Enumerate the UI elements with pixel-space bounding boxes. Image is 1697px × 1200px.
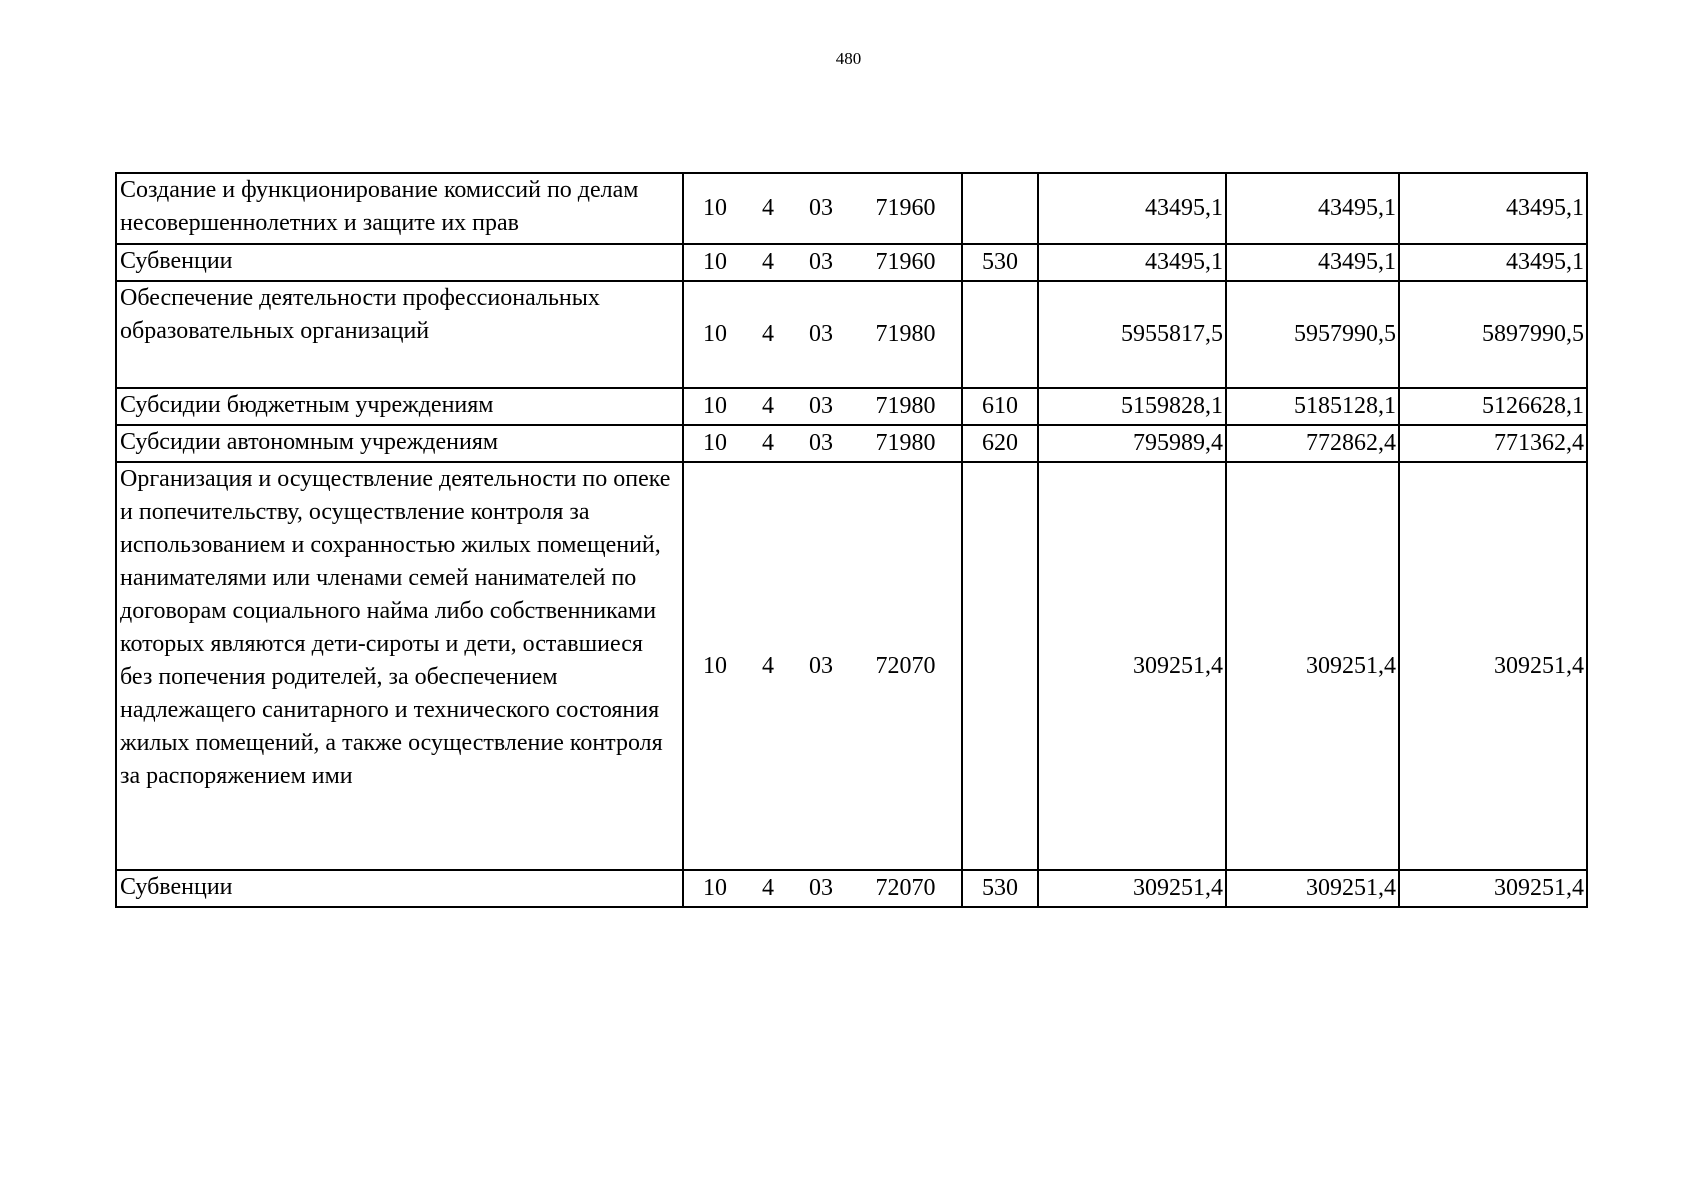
- row-name: Субвенции: [116, 870, 683, 907]
- budget-table: [115, 172, 1588, 908]
- code-program: 4: [762, 393, 774, 419]
- code-section: 10: [703, 875, 727, 901]
- code-direction: 72070: [875, 875, 936, 901]
- code-subprogram: 03: [809, 249, 833, 275]
- code-direction: 71980: [875, 321, 936, 347]
- expense-type-code: 620: [962, 425, 1038, 462]
- code-subprogram: 03: [809, 875, 833, 901]
- code-section: 10: [703, 195, 727, 221]
- expense-type-code: 530: [962, 244, 1038, 281]
- table-row: [116, 870, 1587, 907]
- amount-year-3: 5897990,5: [1399, 281, 1587, 388]
- amount-year-2: 43495,1: [1226, 173, 1399, 244]
- row-name: Обеспечение деятельности профессиональных образовательных организаций: [116, 281, 683, 388]
- amount-year-3: 43495,1: [1399, 244, 1587, 281]
- row-name: Субвенции: [116, 244, 683, 281]
- amount-year-1: 43495,1: [1038, 244, 1226, 281]
- code-subprogram: 03: [809, 430, 833, 456]
- expense-type-code: 610: [962, 388, 1038, 425]
- row-codes: [683, 462, 962, 870]
- code-section: 10: [703, 321, 727, 347]
- amount-year-2: 309251,4: [1226, 462, 1399, 870]
- expense-type-code: [962, 281, 1038, 388]
- amount-year-3: 43495,1: [1399, 173, 1587, 244]
- table-row: [116, 425, 1587, 462]
- expense-type-code: [962, 462, 1038, 870]
- code-direction: 71960: [875, 249, 936, 275]
- code-direction: 71980: [875, 430, 936, 456]
- amount-year-1: 43495,1: [1038, 173, 1226, 244]
- code-section: 10: [703, 430, 727, 456]
- amount-year-2: 5185128,1: [1226, 388, 1399, 425]
- amount-year-1: 795989,4: [1038, 425, 1226, 462]
- table-row: [116, 388, 1587, 425]
- code-direction: 72070: [875, 652, 936, 679]
- amount-year-2: 43495,1: [1226, 244, 1399, 281]
- code-section: 10: [703, 652, 727, 679]
- row-name: Организация и осуществление деятельности по опеке и попечительству, осуществление контроля за использованием и сохранностью жилых помещений, нанимателями или членами семей нанимателей по договорам социального найма либо собственниками которых являются дети-сироты и дети, оставшиеся без попечения родителей, за обеспечением надлежащего санитарного и технического состояния жилых помещений, а также осуществление контроля за распоряжением ими: [116, 462, 683, 870]
- amount-year-2: 5957990,5: [1226, 281, 1399, 388]
- code-program: 4: [762, 875, 774, 901]
- code-subprogram: 03: [809, 195, 833, 221]
- amount-year-2: 309251,4: [1226, 870, 1399, 907]
- amount-year-3: 309251,4: [1399, 462, 1587, 870]
- amount-year-3: 771362,4: [1399, 425, 1587, 462]
- code-program: 4: [762, 652, 774, 679]
- code-subprogram: 03: [809, 652, 833, 679]
- row-codes: [683, 173, 962, 244]
- row-codes: [683, 244, 962, 281]
- amount-year-1: 5159828,1: [1038, 388, 1226, 425]
- table-row: [116, 281, 1587, 388]
- code-program: 4: [762, 430, 774, 456]
- code-direction: 71980: [875, 393, 936, 419]
- amount-year-2: 772862,4: [1226, 425, 1399, 462]
- code-subprogram: 03: [809, 393, 833, 419]
- code-program: 4: [762, 321, 774, 347]
- amount-year-1: 309251,4: [1038, 870, 1226, 907]
- code-section: 10: [703, 393, 727, 419]
- row-name: Создание и функционирование комиссий по делам несовершеннолетних и защите их прав: [116, 173, 683, 244]
- row-codes: [683, 281, 962, 388]
- code-subprogram: 03: [809, 321, 833, 347]
- row-name: Субсидии автономным учреждениям: [116, 425, 683, 462]
- table-row: [116, 462, 1587, 870]
- row-name: Субсидии бюджетным учреждениям: [116, 388, 683, 425]
- amount-year-3: 5126628,1: [1399, 388, 1587, 425]
- amount-year-1: 309251,4: [1038, 462, 1226, 870]
- expense-type-code: [962, 173, 1038, 244]
- row-codes: [683, 425, 962, 462]
- row-codes: [683, 388, 962, 425]
- expense-type-code: 530: [962, 870, 1038, 907]
- page-number: 480: [835, 49, 862, 68]
- code-section: 10: [703, 249, 727, 275]
- code-program: 4: [762, 195, 774, 221]
- amount-year-1: 5955817,5: [1038, 281, 1226, 388]
- code-direction: 71960: [875, 195, 936, 221]
- row-codes: [683, 870, 962, 907]
- table-row: [116, 173, 1587, 244]
- code-program: 4: [762, 249, 774, 275]
- table-row: [116, 244, 1587, 281]
- amount-year-3: 309251,4: [1399, 870, 1587, 907]
